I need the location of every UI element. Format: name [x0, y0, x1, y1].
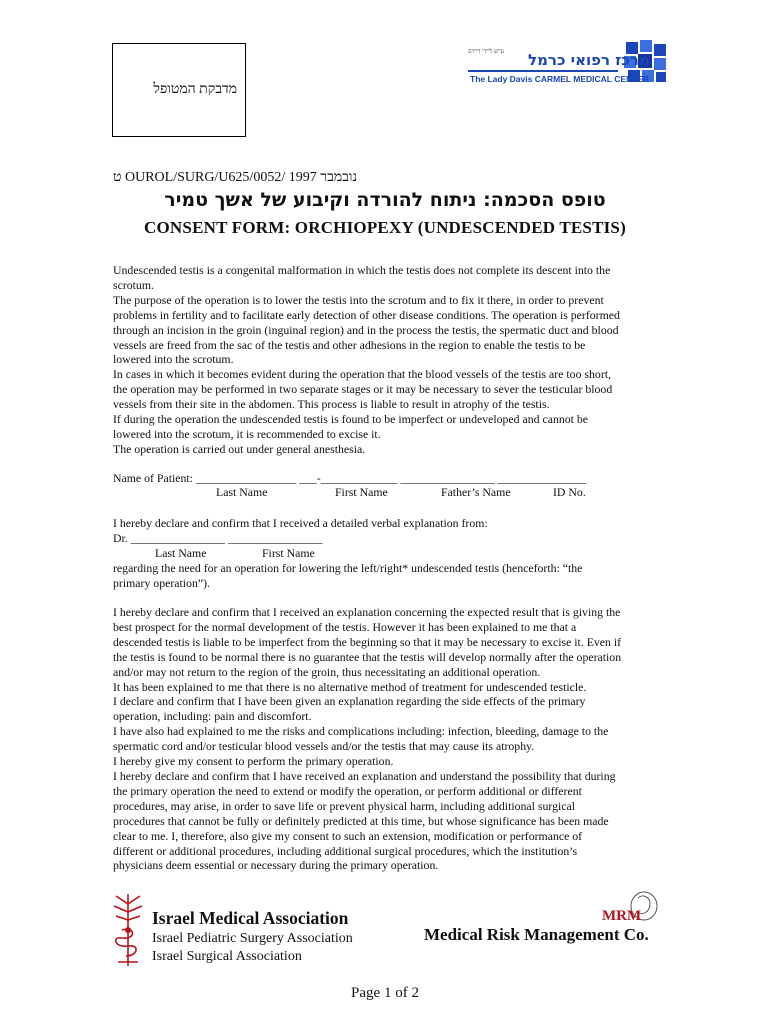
body-line: the primary operation the need to extend or modify the operation, or perform additional or different [113, 783, 582, 798]
body-line: procedures, may arise, in order to save life or prevent physical harm, including additional surgical [113, 798, 576, 813]
body-line: I have also had explained to me the risks and complications including: infection, bleeding, damage to the [113, 724, 609, 739]
intro-line: problems in fertility and to facilitate early detection of other disease conditions. The operation is performed [113, 307, 620, 322]
ima-emblem-icon [108, 890, 148, 970]
body-line: I declare and confirm that I have been given an explanation regarding the side effects of the primary [113, 694, 586, 709]
body-line: descended testis is liable to be imperfect from the beginning so that it may be necessary to excise it. Even if [113, 634, 622, 649]
intro-line: If during the operation the undescended testis is found to be imperfect or undeveloped and cannot be [113, 412, 589, 427]
body-line: best prospect for the normal development of the testis. However it has been explained to me that a [113, 619, 577, 634]
body-line: I hereby declare and confirm that I received an explanation concerning the expected result that is giving the [113, 605, 621, 619]
intro-line: the operation may be performed in two separate stages or it may be necessary to sever the testicular blood [113, 382, 613, 397]
patient-first-name-label: First Name [335, 485, 388, 499]
declaration-line: I hereby declare and confirm that I received a detailed verbal explanation from: [113, 516, 488, 530]
title-english: CONSENT FORM: ORCHIOPEXY (UNDESCENDED TESTIS) [144, 218, 626, 237]
hospital-logo-divider [468, 70, 618, 72]
intro-line: scrotum. [113, 277, 154, 292]
mrm-logo [600, 890, 660, 924]
body-line: It has been explained to me that there is no alternative method of treatment for undescended testicle. [113, 679, 587, 694]
patient-sticker-box [112, 43, 246, 137]
intro-line: Undescended testis is a congenital malformation in which the testis does not complete its descent into the [113, 263, 611, 277]
mrm-company-name: Medical Risk Management Co. [424, 925, 649, 944]
intro-line: In cases in which it becomes evident during the operation that the blood vessels of the testis are too short, [113, 367, 611, 382]
page-number: Page 1 of 2 [351, 985, 419, 1001]
body-line: procedures that cannot be fully or definitely predicted at this time, but whose significance has been made [113, 813, 609, 828]
intro-line: The purpose of the operation is to lower the testis into the scrotum and to fix it there, in order to prevent [113, 292, 604, 307]
intro-line: vessels from their site in the abdomen. This process is liable to result in atrophy of the testis. [113, 397, 550, 412]
intro-line: through an incision in the groin (inguinal region) and in the process the testis, the spermatic duct and blood [113, 322, 619, 337]
body-line: spermatic cord and/or testicular blood vessels and/or the testis that may cause its atrophy. [113, 739, 535, 754]
declaration-line: primary operation”). [113, 576, 210, 590]
ima-subtitle-pediatric: Israel Pediatric Surgery Association [152, 931, 353, 946]
hospital-hebrew-subtitle: ע"ש ליידי דייויס [468, 49, 505, 55]
patient-last-name-label: Last Name [216, 485, 268, 499]
patient-father-name-label: Father’s Name [441, 485, 511, 499]
ima-title: Israel Medical Association [152, 908, 349, 928]
title-hebrew: טופס הסכמה: ניתוח להורדה וקיבוע של אשך טמיר [164, 189, 606, 211]
mrm-logo-text: MRM [602, 908, 642, 924]
hospital-english-name: The Lady Davis CARMEL MEDICAL CENTER [470, 74, 650, 84]
doctor-last-name-label: Last Name [155, 546, 207, 560]
intro-line: The operation is carried out under general anesthesia. [113, 441, 366, 456]
ima-subtitle-surgical: Israel Surgical Association [152, 949, 302, 964]
declaration-line: regarding the need for an operation for lowering the left/right* undescended testis (henceforth: “the [113, 561, 583, 575]
body-line: and/or may not return to the region of the groin, thus necessitating an additional operation. [113, 664, 541, 679]
intro-line: lowered into the scrotum. [113, 352, 234, 367]
patient-sticker-label: מדבקת המטופל [153, 82, 237, 97]
body-line: clear to me. I, therefore, also give my consent to such an extension, modification or performance of [113, 828, 583, 843]
intro-line: vessels are freed from the sac of the testis and other adhesions in the region to enable the testis to be [113, 337, 586, 352]
doctor-first-name-label: First Name [262, 546, 315, 560]
patient-id-label: ID No. [553, 485, 586, 499]
intro-line: lowered into the scrotum, it is recommended to excise it. [113, 426, 381, 441]
body-line: the testis is found to be normal there is no guarantee that the testis will develop normally after the operation [113, 649, 622, 664]
intro-paragraph [113, 263, 658, 457]
body-line: different or additional procedures, including additional surgical procedures, which the institution’s [113, 843, 578, 858]
form-code: ט OUROL/SURG/U625/0052/ נובמבר 1997 [113, 170, 358, 185]
body-line: I hereby give my consent to perform the primary operation. [113, 754, 394, 769]
patient-name-line[interactable]: Name of Patient: _________________ ___-_____________ ________________ _______________ [113, 471, 587, 485]
doctor-name-line[interactable]: Dr. ________________ ________________ [113, 531, 323, 545]
body-line: operation, including: pain and discomfort. [113, 709, 312, 724]
hospital-hebrew-name: מרכז רפואי כרמל [528, 51, 650, 69]
consent-body [113, 605, 658, 873]
body-line: I hereby declare and confirm that I have received an explanation and understand the possibility that during [113, 768, 616, 783]
body-line: physicians deem essential or necessary during the primary operation. [113, 858, 439, 873]
